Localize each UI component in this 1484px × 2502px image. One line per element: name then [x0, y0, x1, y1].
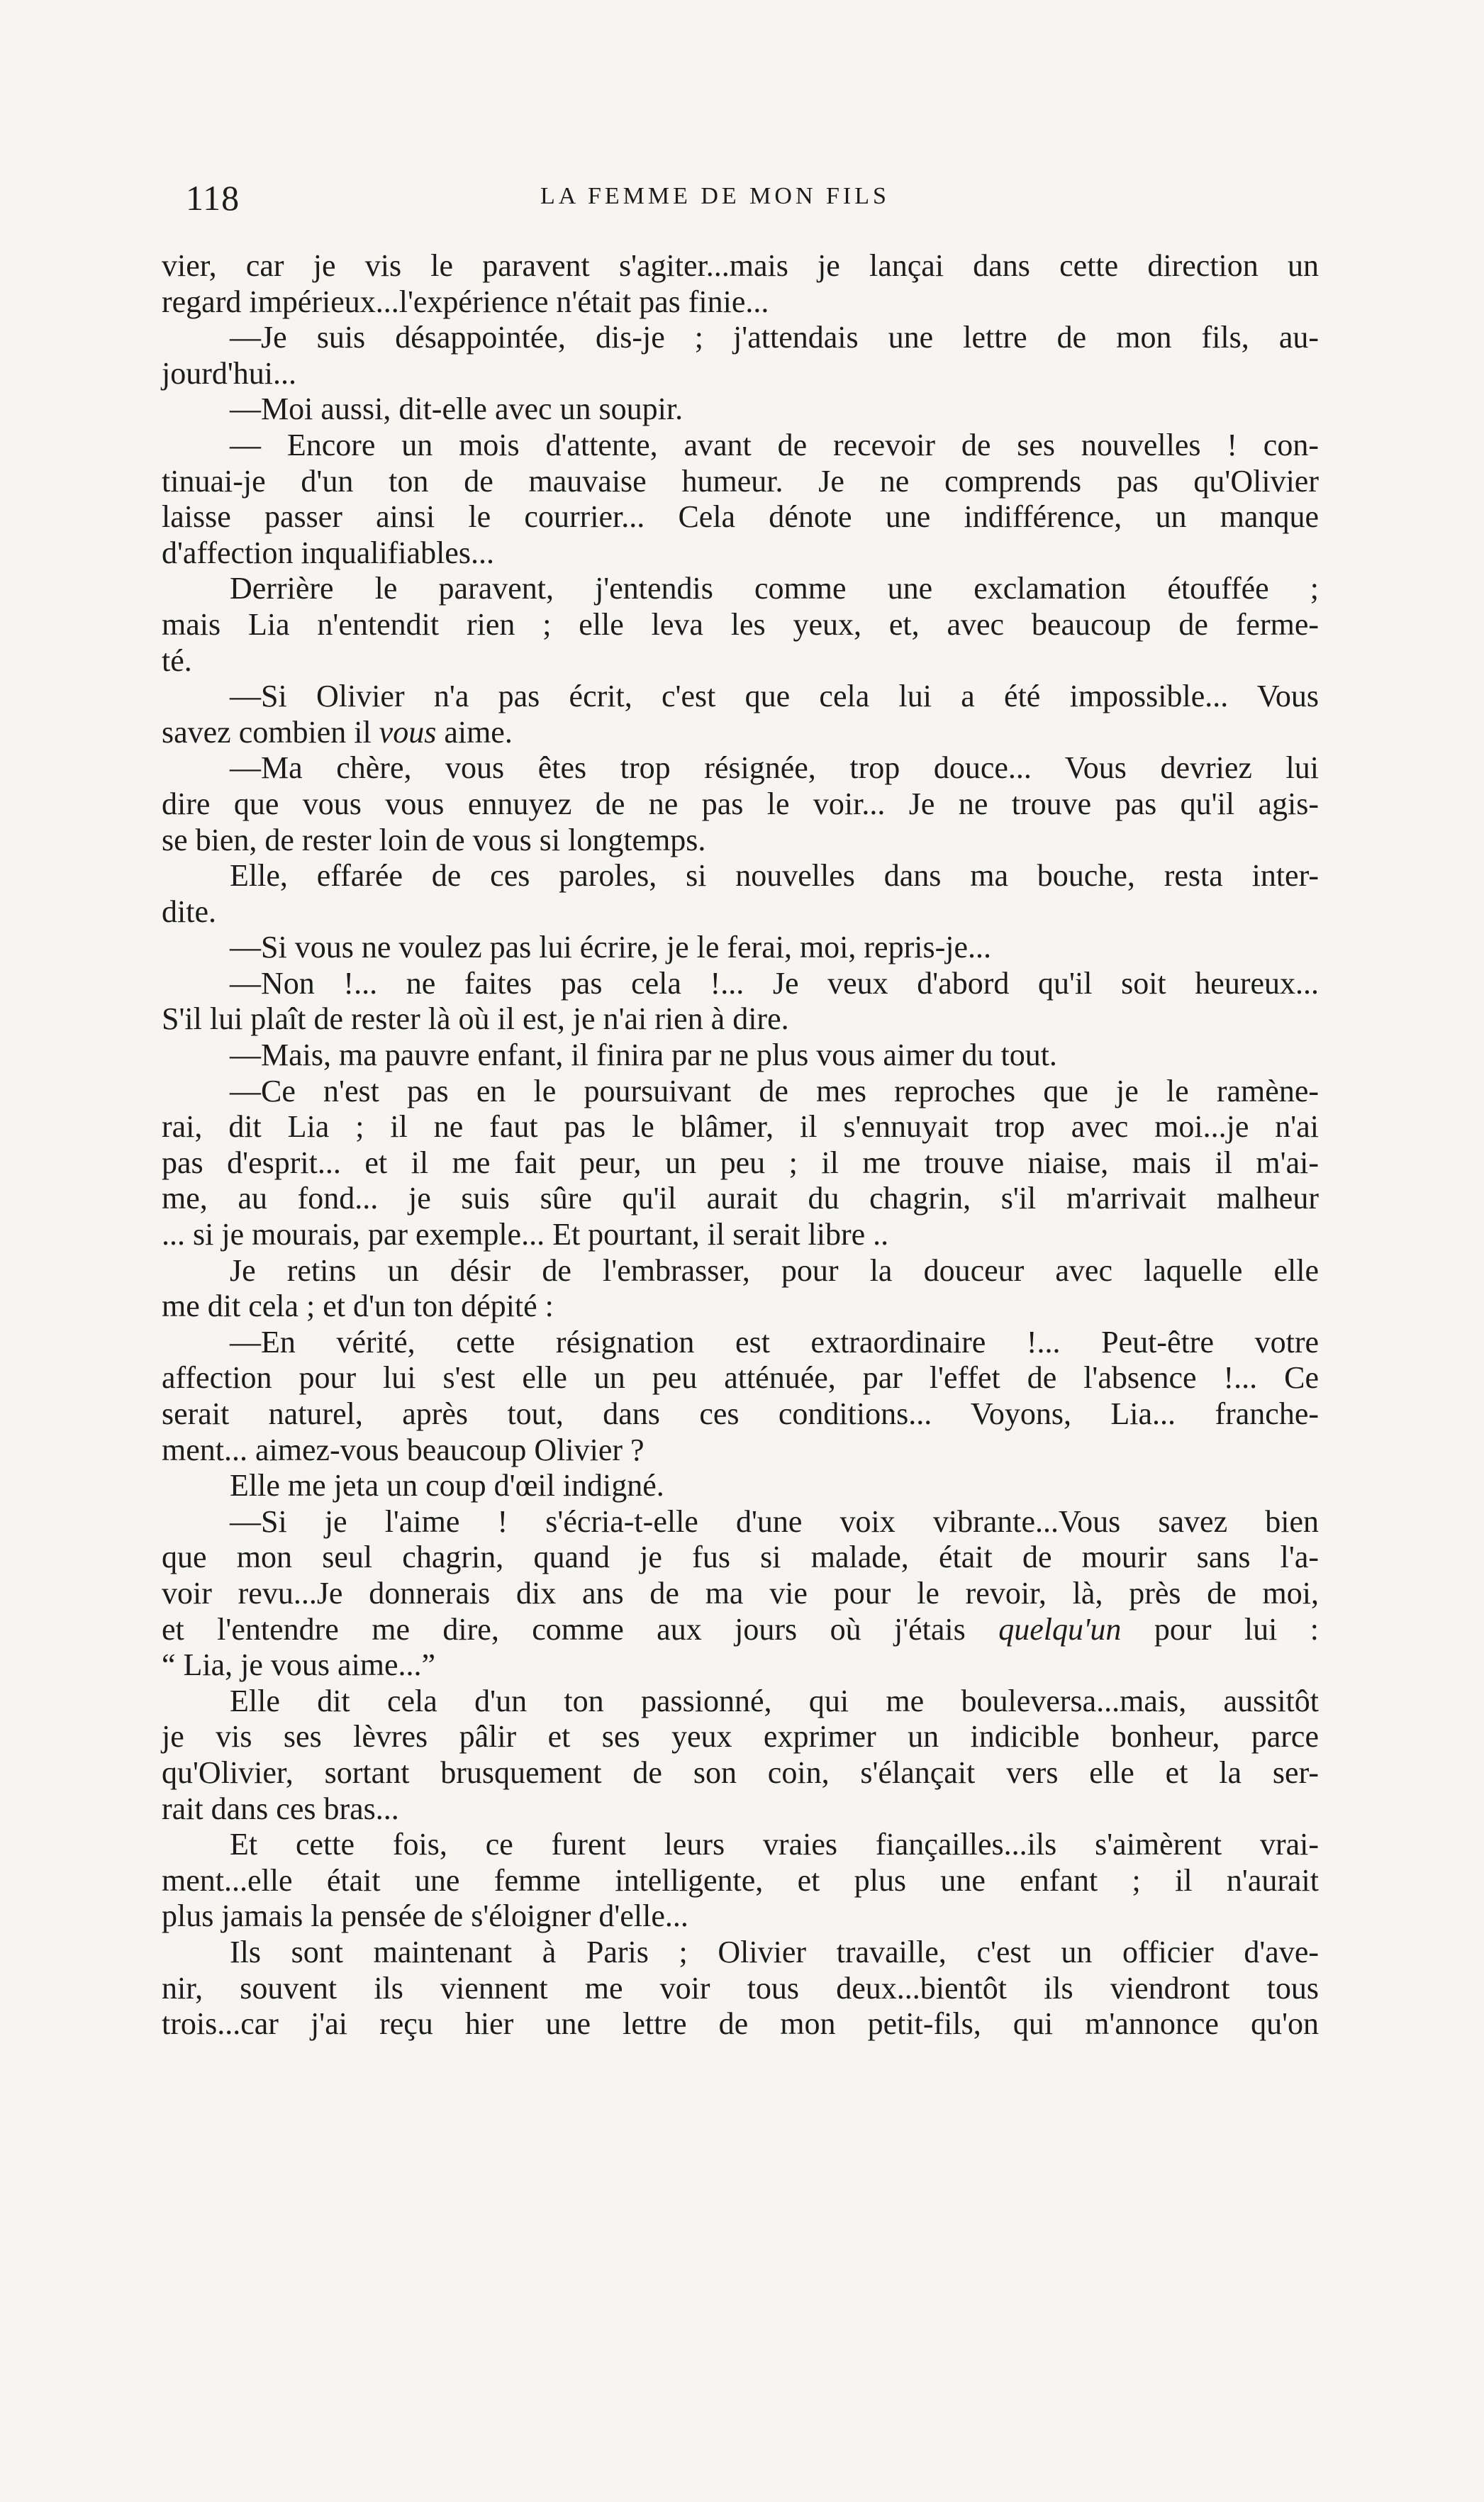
text-line — [162, 786, 1319, 823]
text-line-content: dite. — [162, 894, 216, 929]
text-line-content: qu'Olivier, sortant brusquement de son coin, s'élançait vers elle et la ser- — [162, 1755, 1319, 1790]
text-line — [162, 2006, 1319, 2042]
text-line-content: ... si je mourais, par exemple... Et pourtant, il serait libre .. — [162, 1217, 889, 1252]
text-line — [162, 1289, 1319, 1325]
text-line — [162, 1898, 1319, 1935]
text-line-content: —Si Olivier n'a pas écrit, c'est que cela lui a été impossible... Vous — [230, 679, 1319, 714]
text-line — [162, 1755, 1319, 1791]
text-line-content: Derrière le paravent, j'entendis comme une exclamation étouffée ; — [230, 571, 1319, 606]
text-line — [162, 1433, 1319, 1469]
text-line — [162, 966, 1319, 1002]
text-line — [162, 1396, 1319, 1433]
text-line-content: vier, car je vis le paravent s'agiter...mais je lançai dans cette direction un — [162, 248, 1319, 283]
text-line — [162, 1935, 1319, 1971]
text-line-content: pas d'esprit... et il me fait peur, un peu ; il me trouve niaise, mais il m'ai- — [162, 1145, 1319, 1180]
text-line — [162, 356, 1319, 392]
text-line-content: —Je suis désappointée, dis-je ; j'attendais une lettre de mon fils, au- — [230, 320, 1319, 355]
text-line-content: nir, souvent ils viennent me voir tous deux...bientôt ils viendront tous — [162, 1970, 1319, 2006]
text-line-content: que mon seul chagrin, quand je fus si malade, était de mourir sans l'a- — [162, 1540, 1319, 1575]
text-line-content: rai, dit Lia ; il ne faut pas le blâmer, il s'ennuyait trop avec moi...je n'ai — [162, 1109, 1319, 1145]
text-line-content: Je retins un désir de l'embrasser, pour la douceur avec laquelle elle — [230, 1252, 1319, 1288]
text-line-content: tinuai-je d'un ton de mauvaise humeur. Je ne comprends pas qu'Olivier — [162, 463, 1319, 499]
text-line-content: ment...elle était une femme intelligente, et plus une enfant ; il n'aurait — [162, 1862, 1319, 1898]
text-line — [162, 1576, 1319, 1612]
text-line-content: je vis ses lèvres pâlir et ses yeux exprimer un indicible bonheur, parce — [162, 1719, 1319, 1755]
text-line-content: —Mais, ma pauvre enfant, il finira par ne plus vous aimer du tout. — [230, 1038, 1057, 1073]
text-line-content: affection pour lui s'est elle un peu atténuée, par l'effet de l'absence !... Ce — [162, 1360, 1319, 1396]
page-number: 118 — [186, 178, 240, 218]
text-line-content: d'affection inqualifiables... — [162, 535, 494, 570]
text-line — [162, 679, 1319, 715]
text-line — [162, 1791, 1319, 1828]
text-line — [162, 320, 1319, 356]
italic-text: vous — [379, 714, 437, 750]
text-line — [162, 607, 1319, 643]
text-line-content: Ils sont maintenant à Paris ; Olivier travaille, c'est un officier d'ave- — [230, 1934, 1319, 1969]
text-line — [162, 464, 1319, 500]
text-line — [162, 1038, 1319, 1074]
text-line — [162, 1145, 1319, 1182]
text-line-content: —Ma chère, vous êtes trop résignée, trop douce... Vous devriez lui — [230, 750, 1319, 786]
text-line — [162, 535, 1319, 572]
text-line-content: et l'entendre me dire, comme aux jours où j'étais — [162, 1611, 999, 1647]
text-line-content: —Ce n'est pas en le poursuivant de mes reproches que je le ramène- — [230, 1073, 1319, 1108]
text-line-content: rait dans ces bras... — [162, 1791, 399, 1826]
text-line — [162, 1217, 1319, 1253]
text-line-content: me dit cela ; et d'un ton dépité : — [162, 1289, 554, 1324]
text-line — [162, 1504, 1319, 1540]
text-line — [162, 1647, 1319, 1684]
text-line-content: —Non !... ne faites pas cela !... Je veux d'abord qu'il soit heureux... — [230, 965, 1319, 1001]
text-line — [162, 1612, 1319, 1648]
text-line-content: serait naturel, après tout, dans ces conditions... Voyons, Lia... franche- — [162, 1396, 1319, 1431]
text-line-content: —Si je l'aime ! s'écria-t-elle d'une voix vibrante...Vous savez bien — [230, 1503, 1319, 1539]
text-line — [162, 1863, 1319, 1899]
text-line-content: regard impérieux...l'expérience n'était pas finie... — [162, 284, 769, 319]
text-line — [162, 1001, 1319, 1038]
text-line — [162, 284, 1319, 321]
text-line — [162, 428, 1319, 464]
text-line — [162, 1360, 1319, 1396]
text-line — [162, 571, 1319, 607]
text-line-content: se bien, de rester loin de vous si longtemps. — [162, 822, 706, 857]
text-line — [162, 1109, 1319, 1145]
text-line-content: jourd'hui... — [162, 355, 297, 391]
text-line-content: —Moi aussi, dit-elle avec un soupir. — [230, 391, 684, 427]
text-line-content: mais Lia n'entendit rien ; elle leva les yeux, et, avec beaucoup de ferme- — [162, 606, 1319, 642]
text-line — [162, 1181, 1319, 1217]
text-line — [162, 823, 1319, 859]
text-line — [162, 858, 1319, 894]
text-line-tail: aime. — [436, 714, 513, 750]
text-line-content: laisse passer ainsi le courrier... Cela dénote une indifférence, un manque — [162, 499, 1319, 535]
text-line-content: ment... aimez-vous beaucoup Olivier ? — [162, 1432, 645, 1467]
text-line-content: —En vérité, cette résignation est extraordinaire !... Peut-être votre — [230, 1324, 1319, 1360]
text-line-content: me, au fond... je suis sûre qu'il aurait du chagrin, s'il m'arrivait malheur — [162, 1181, 1319, 1216]
text-line — [162, 643, 1319, 679]
text-line-content: dire que vous vous ennuyez de ne pas le voir... Je ne trouve pas qu'il agis- — [162, 786, 1319, 821]
text-line — [162, 750, 1319, 786]
text-line-content: voir revu...Je donnerais dix ans de ma vie pour le revoir, là, près de moi, — [162, 1575, 1319, 1611]
text-line-content: Elle dit cela d'un ton passionné, qui me bouleversa...mais, aussitôt — [230, 1683, 1319, 1718]
text-line — [162, 248, 1319, 284]
text-line-content: S'il lui plaît de rester là où il est, je n'ai rien à dire. — [162, 1001, 789, 1037]
text-line — [162, 1325, 1319, 1361]
text-line — [162, 1540, 1319, 1576]
text-line-content: savez combien il — [162, 714, 379, 750]
text-line-content: —Si vous ne voulez pas lui écrire, je le ferai, moi, repris-je... — [230, 930, 991, 965]
body-text — [162, 248, 1319, 2042]
italic-text: quelqu'un — [998, 1611, 1122, 1647]
text-line-content: “ Lia, je vous aime...” — [162, 1647, 436, 1683]
running-title: LA FEMME DE MON FILS — [540, 183, 890, 209]
text-line — [162, 930, 1319, 966]
text-line — [162, 1468, 1319, 1504]
text-line — [162, 1827, 1319, 1863]
text-line — [162, 1074, 1319, 1110]
text-line — [162, 1684, 1319, 1720]
text-line — [162, 1971, 1319, 2007]
text-line-content: trois...car j'ai reçu hier une lettre de mon petit-fils, qui m'annonce qu'on — [162, 2006, 1319, 2042]
text-line — [162, 391, 1319, 428]
text-line — [162, 1253, 1319, 1289]
text-line-content: — Encore un mois d'attente, avant de recevoir de ses nouvelles ! con- — [230, 427, 1319, 462]
text-line-content: Elle, effarée de ces paroles, si nouvelles dans ma bouche, resta inter- — [230, 858, 1319, 894]
text-line-tail: pour lui : — [1121, 1611, 1320, 1647]
text-line — [162, 894, 1319, 930]
text-line-content: plus jamais la pensée de s'éloigner d'elle... — [162, 1898, 688, 1934]
page-header — [186, 177, 1320, 234]
text-line-content: té. — [162, 643, 192, 678]
text-line — [162, 715, 1319, 751]
text-line — [162, 1719, 1319, 1755]
text-line-content: Et cette fois, ce furent leurs vraies fiançailles...ils s'aimèrent vrai- — [230, 1827, 1319, 1862]
text-line-content: Elle me jeta un coup d'œil indigné. — [230, 1468, 664, 1503]
text-line — [162, 499, 1319, 535]
